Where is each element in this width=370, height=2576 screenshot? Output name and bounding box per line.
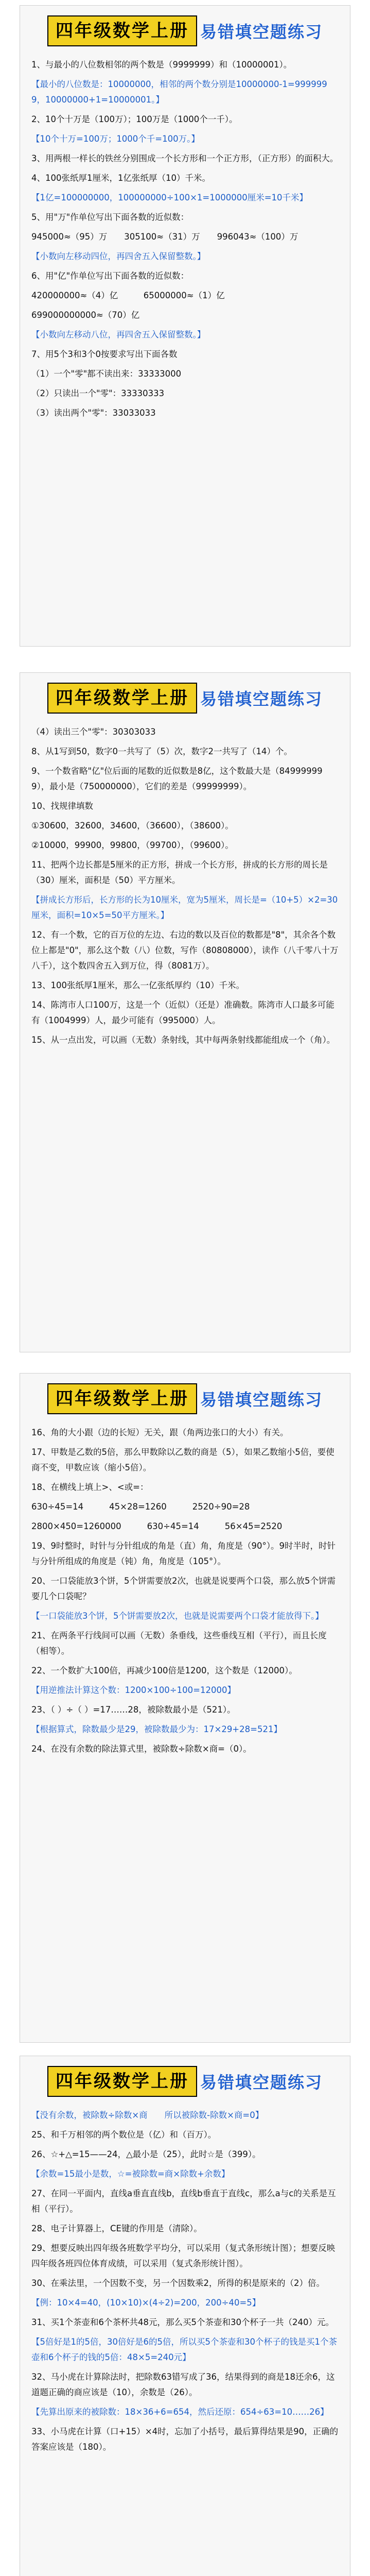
question-text: 18、在横线上填上>、<或=： bbox=[31, 1482, 149, 1492]
page-title bbox=[41, 1381, 329, 1417]
question-text: 32、马小虎在计算除法时，把除数63错写成了36，结果得到的商是18还余6，这道题正确的商应该是（10），余数是（26）。 bbox=[31, 2372, 335, 2397]
question-text: 22、一个数扩大100倍，再减少100倍是1200，这个数是（12000）。 bbox=[31, 1666, 297, 1675]
question-text: 420000000≈（4）亿 65000000≈（1）亿 bbox=[31, 291, 225, 300]
page-3-content bbox=[20, 1422, 350, 1766]
compare-item: 2520÷90=28 bbox=[192, 1502, 250, 1512]
question-text: 1、与最小的八位数相邻的两个数是（9999999）和（10000001）。 bbox=[31, 60, 292, 70]
worksheet-page-4 bbox=[20, 2056, 350, 2576]
compare-item: 630÷45=14 bbox=[31, 1502, 84, 1512]
page-1-content bbox=[20, 54, 350, 430]
question-text: 4、100张纸厚1厘米，1亿张纸厚（10）千米。 bbox=[31, 173, 210, 183]
title-sub: 易错填空题练习 bbox=[200, 689, 323, 709]
compare-item: 56×45=2520 bbox=[224, 1521, 283, 1531]
question-text: 11、把两个边长都是5厘米的正方形，拼成一个长方形，拼成的长方形的周长是（30）厘米，面积是（50）平方厘米。 bbox=[31, 860, 328, 885]
worksheet-page-1 bbox=[20, 5, 350, 647]
question-text: 6、用"亿"作单位写出下面各数的近似数： bbox=[31, 271, 189, 281]
question-text: 23、（ ）÷（ ）=17……28，被除数最小是（521）。 bbox=[31, 1705, 236, 1715]
question-text: 699000000000≈（70）亿 bbox=[31, 310, 140, 320]
question-text: ①30600，32600，34600，（36600），（38600）。 bbox=[31, 821, 234, 831]
question-text: 16、角的大小跟（边的长短）无关，跟（角两边张口的大小）有关。 bbox=[31, 1428, 289, 1437]
page-title bbox=[41, 680, 329, 716]
question-text: 8、从1写到50，数字0一共写了（5）次，数字2一共写了（14）个。 bbox=[31, 747, 292, 756]
question-text: 10、找规律填数 bbox=[31, 801, 93, 811]
compare-grid bbox=[31, 1499, 339, 1534]
explanation-note: 【小数向左移动八位，再四舍五入保留整数。】 bbox=[31, 330, 206, 340]
question-text: 15、从一点出发，可以画（无数）条射线，其中每两条射线都能组成一个（角）。 bbox=[31, 1035, 336, 1045]
explanation-note: 【1亿=100000000，100000000÷100×1=1000000厘米=10千米】 bbox=[31, 193, 308, 202]
question-text: 9、一个数省略"亿"位后面的尾数的近似数是8亿，这个数最大是（849999999），最小是（750000000），它们的差是（99999999）。 bbox=[31, 766, 323, 791]
question-text: （1）一个"零"都不读出来：33333000 bbox=[31, 369, 182, 379]
question-text: 25、和千万相邻的两个数位是（亿）和（百万）。 bbox=[31, 2130, 217, 2140]
question-text: （4）读出三个"零"：30303033 bbox=[31, 727, 156, 737]
explanation-note: 【没有余数，被除数÷除数×商 所以被除数-除数×商=0】 bbox=[31, 2110, 264, 2120]
question-text: 12、有一个数，它的百万位的左边、右边的数以及百位的数都是"8"，其余各个数位上都是"0"，那么这个数（八）位数，写作（80808000），读作（八千零八十万八千），这个数四舍五入到万位，得（8081万）。 bbox=[31, 930, 339, 971]
question-text: 20、一口袋能放3个饼，5个饼需要放2次，也就是说要两个口袋，那么放5个饼需要几个口袋呢？ bbox=[31, 1576, 336, 1601]
title-main: 四年级数学上册 bbox=[47, 15, 197, 46]
question-text: 7、用5个3和3个0按要求写出下面各数 bbox=[31, 349, 178, 359]
compare-row bbox=[31, 1499, 339, 1515]
question-text: 5、用"万"作单位写出下面各数的近似数： bbox=[31, 212, 189, 222]
question-text: 21、在两条平行线间可以画（无数）条垂线，这些垂线互相（平行），而且长度（相等）。 bbox=[31, 1631, 327, 1656]
question-text: ②10000，99900，99800，（99700），（99600）。 bbox=[31, 840, 234, 850]
explanation-note: 【一口袋能放3个饼，5个饼需要放2次，也就是说需要两个口袋才能放得下。】 bbox=[31, 1611, 324, 1621]
compare-item: 2800×450=1260000 bbox=[31, 1521, 121, 1531]
explanation-note: 【例：10×4=40，(10×10)×(4÷2)=200，200÷40=5】 bbox=[31, 2298, 261, 2308]
page-title bbox=[41, 2063, 329, 2099]
question-text: 17、甲数是乙数的5倍，那么甲数除以乙数的商是（5），如果乙数缩小5倍，要使商不变，甲数应该（缩小5倍）。 bbox=[31, 1447, 334, 1472]
question-text: 24、在没有余数的除法算式里，被除数÷除数×商=（0）。 bbox=[31, 1744, 252, 1754]
explanation-note: 【小数向左移动四位，再四舍五入保留整数。】 bbox=[31, 251, 206, 261]
page-2-content bbox=[20, 721, 350, 1057]
question-text: 33、小马虎在计算（口+15）×4时，忘加了小括号，最后算得结果是90，正确的答案应该是（180）。 bbox=[31, 2427, 339, 2452]
explanation-note: 【5倍好是1的5倍，30倍好是6的5倍，所以买5个茶壶和30个杯子的钱是买1个茶壶和6个杯子的钱的5倍：48×5=240元】 bbox=[31, 2337, 337, 2362]
question-text: 13、100张纸厚1厘米，那么一亿张纸厚约（10）千米。 bbox=[31, 980, 244, 990]
question-text: 30、在乘法里，一个因数不变，另一个因数乘2，所得的积是原来的（2）倍。 bbox=[31, 2278, 325, 2288]
question-text: 29、想要反映出四年级各班数学平均分，可以采用（复式条形统计图）；想要反映四年级各班四位体育成绩，可以采用（复式条形统计图）。 bbox=[31, 2243, 336, 2268]
title-sub: 易错填空题练习 bbox=[200, 1390, 323, 1410]
explanation-note: 【10个十万=100万；1000个千=100万。】 bbox=[31, 134, 200, 144]
explanation-note: 【拼成长方形后，长方形的长为10厘米，宽为5厘米，周长是=（10+5）×2=30厘米，面积=10×5=50平方厘米。】 bbox=[31, 895, 338, 920]
question-text: 27、在同一平面内，直线a垂直直线b，直线b垂直于直线c，那么a与c的关系是互相（平行）。 bbox=[31, 2189, 336, 2214]
page-title bbox=[41, 13, 329, 49]
title-sub: 易错填空题练习 bbox=[200, 2073, 323, 2092]
question-text: 31、买1个茶壶和6个茶杯共48元，那么买5个茶壶和30个杯子一共（240）元。 bbox=[31, 2317, 334, 2327]
title-main: 四年级数学上册 bbox=[47, 683, 197, 714]
question-text: 2、10个十万是（100万）；100万是（1000个一千）。 bbox=[31, 114, 238, 124]
explanation-note: 【最小的八位数是：10000000，相邻的两个数分别是10000000-1=9999999，10000000+1=10000001。】 bbox=[31, 79, 327, 105]
explanation-note: 【余数=15最小是数，☆=被除数=商×除数+余数】 bbox=[31, 2169, 230, 2179]
explanation-note: 【根据算式，除数最少是29，被除数最少为：17×29+28=521】 bbox=[31, 1724, 282, 1734]
worksheet-page-2 bbox=[20, 672, 350, 1352]
compare-row bbox=[31, 1519, 339, 1534]
question-text: 14、陈湾市人口100万，这是一个（近似）（还是）准确数。陈湾市人口最多可能有（1004999）人，最少可能有（995000）人。 bbox=[31, 1000, 334, 1025]
page-4-content bbox=[20, 2105, 350, 2464]
question-text: 28、电子计算器上，CE键的作用是（清除）。 bbox=[31, 2224, 202, 2233]
question-text: 945000≈（95）万 305100≈（31）万 996043≈（100）万 bbox=[31, 232, 298, 242]
title-main: 四年级数学上册 bbox=[47, 2066, 197, 2097]
worksheet-page-3 bbox=[20, 1373, 350, 2043]
question-text: （3）读出两个"零"：33033033 bbox=[31, 408, 156, 418]
question-text: 3、用两根一样长的铁丝分别围成一个长方形和一个正方形，（正方形）的面积大。 bbox=[31, 154, 339, 163]
explanation-note: 【先算出原来的被除数：18×36+6=654，然后还原：654÷63=10……26】 bbox=[31, 2407, 329, 2417]
question-text: 26、☆+△=15——24，△最小是（25），此时☆是（399）。 bbox=[31, 2149, 261, 2159]
title-main: 四年级数学上册 bbox=[47, 1383, 197, 1414]
explanation-note: 【用逆推法计算这个数：1200×100÷100=12000】 bbox=[31, 1685, 236, 1695]
compare-item: 630÷45=14 bbox=[147, 1521, 199, 1531]
question-text: （2）只读出一个"零"：33330333 bbox=[31, 388, 165, 398]
compare-item: 45×28=1260 bbox=[109, 1502, 167, 1512]
question-text: 19、9时整时，时针与分针组成的角是（直）角，角度是（90°）。9时半时，时针与分针所组成的角度是（钝）角，角度是（105°）。 bbox=[31, 1541, 336, 1566]
title-sub: 易错填空题练习 bbox=[200, 22, 323, 42]
